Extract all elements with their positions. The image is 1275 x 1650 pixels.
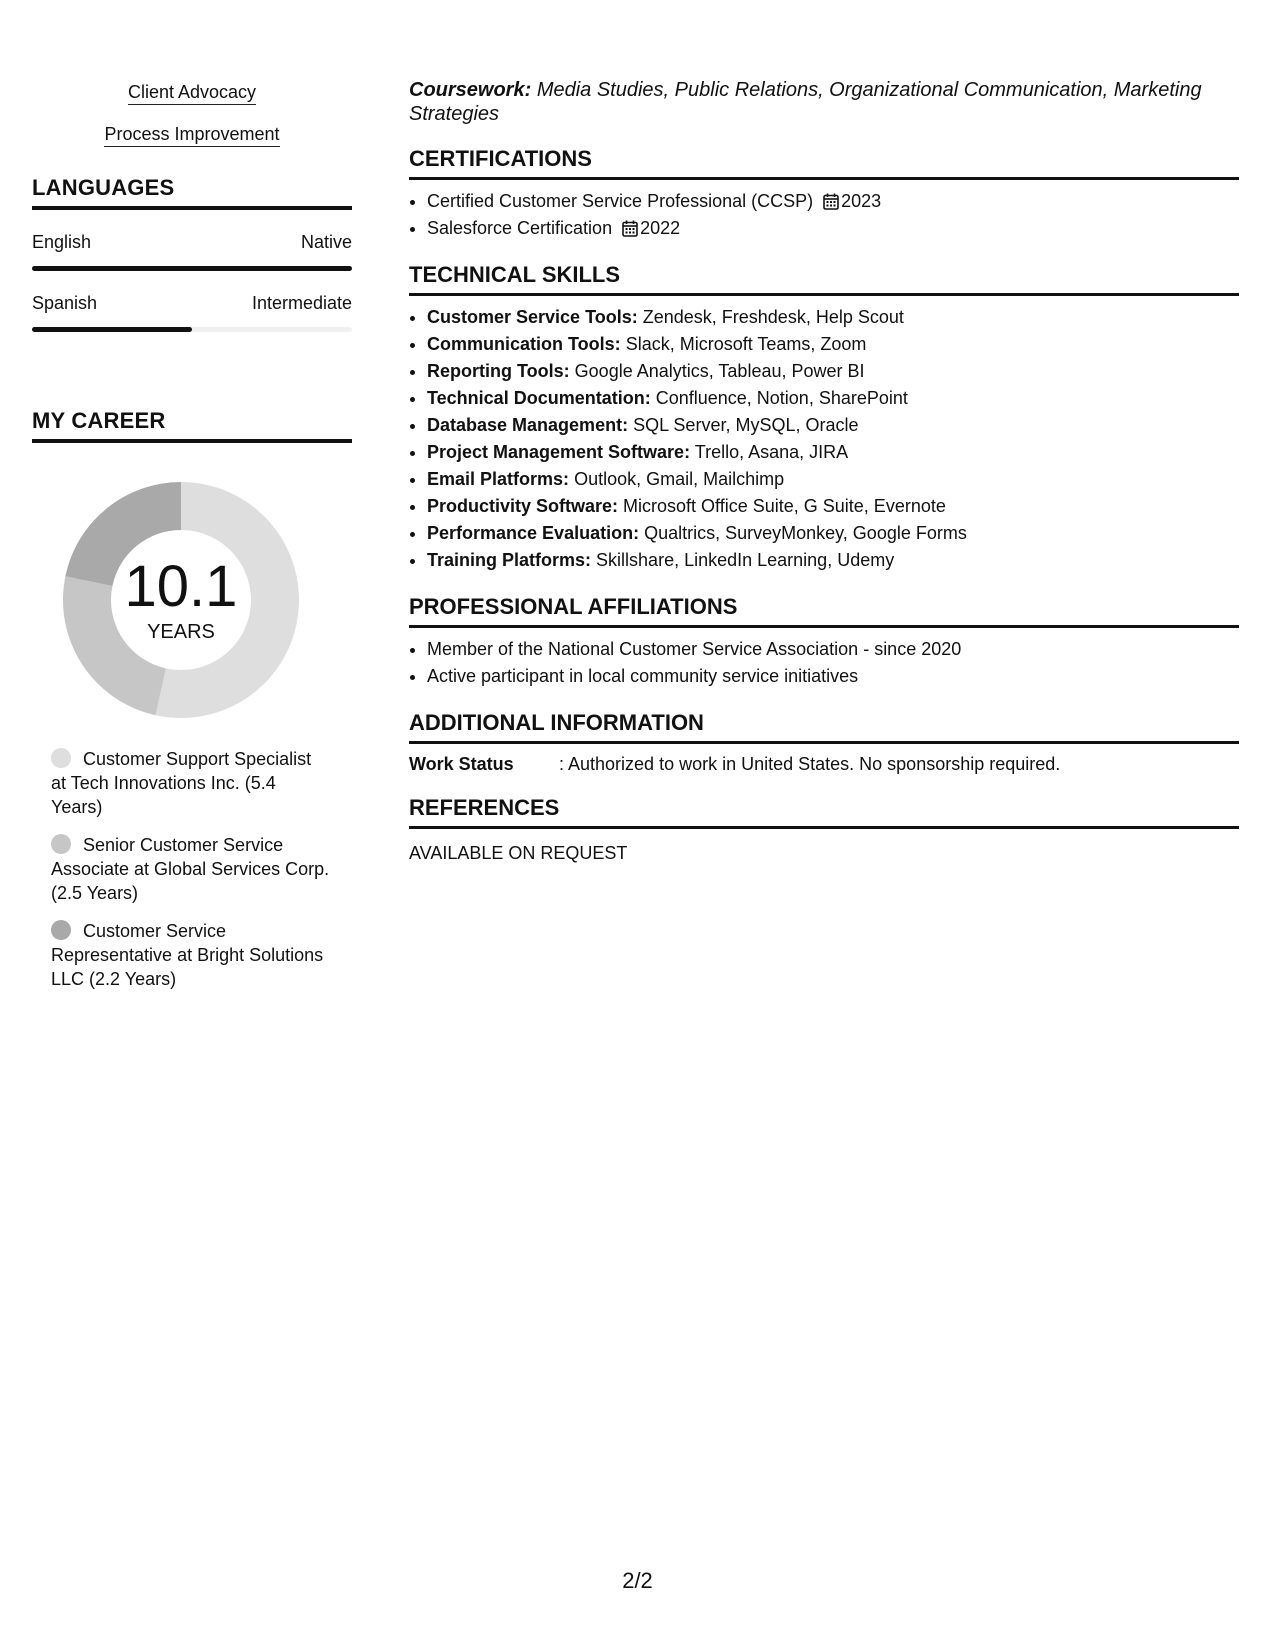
language-bar — [32, 266, 352, 271]
list-item: • Performance Evaluation: Qualtrics, SurveyMonkey, Google Forms — [427, 520, 1239, 547]
references-heading: REFERENCES — [409, 795, 1239, 829]
affiliations-list — [409, 636, 1239, 690]
legend-dot-icon — [51, 834, 71, 854]
language-item — [32, 232, 352, 271]
list-item: • Member of the National Customer Service Association - since 2020 — [427, 636, 1239, 663]
list-item: • Project Management Software: Trello, Asana, JIRA — [427, 439, 1239, 466]
career-total-unit: YEARS — [147, 621, 215, 643]
calendar-icon — [823, 193, 839, 210]
career-legend — [51, 747, 331, 991]
list-item: • Reporting Tools: Google Analytics, Tableau, Power BI — [427, 358, 1239, 385]
languages-heading: LANGUAGES — [32, 175, 352, 210]
language-name: English — [32, 232, 92, 252]
list-item: • Customer Service Tools: Zendesk, Freshdesk, Help Scout — [427, 304, 1239, 331]
language-level: Intermediate — [251, 293, 352, 313]
work-status-value: : Authorized to work in United States. No sponsorship required. — [559, 754, 1061, 774]
references-text: AVAILABLE ON REQUEST — [409, 843, 628, 863]
left-column — [32, 82, 352, 1005]
affiliations-heading: PROFESSIONAL AFFILIATIONS — [409, 594, 1239, 628]
list-item: • Certified Customer Service Professional (CCSP) 2023 — [427, 188, 1239, 215]
language-bar-fill — [32, 266, 352, 271]
list-item: • Active participant in local community service initiatives — [427, 663, 1239, 690]
page-number: 2/2 — [622, 1568, 653, 1593]
list-item: • Technical Documentation: Confluence, Notion, SharePoint — [427, 385, 1239, 412]
certifications-list — [409, 188, 1239, 242]
skill-tag: Process Improvement — [32, 124, 352, 145]
list-item: • Training Platforms: Skillshare, LinkedIn Learning, Udemy — [427, 547, 1239, 574]
career-total-value: 10.1 — [124, 554, 238, 619]
list-item: • Salesforce Certification 2022 — [427, 215, 1239, 242]
coursework: Coursework: Media Studies, Public Relations, Organizational Communication, Marketing Strategies — [409, 79, 1202, 125]
career-total — [56, 554, 306, 644]
career-heading: MY CAREER — [32, 408, 352, 443]
legend-dot-icon — [51, 920, 71, 940]
language-item — [32, 293, 352, 332]
additional-info-heading: ADDITIONAL INFORMATION — [409, 710, 1239, 744]
list-item: • Communication Tools: Slack, Microsoft Teams, Zoom — [427, 331, 1239, 358]
language-name: Spanish — [32, 293, 98, 313]
career-donut — [56, 475, 306, 725]
language-level: Native — [300, 232, 352, 252]
certifications-heading: CERTIFICATIONS — [409, 146, 1239, 180]
list-item: • Email Platforms: Outlook, Gmail, Mailchimp — [427, 466, 1239, 493]
technical-skills-list — [409, 304, 1239, 574]
career-legend-item: Customer Service Representative at Bright Solutions LLC (2.2 Years) — [51, 921, 324, 989]
skill-tag: Client Advocacy — [32, 82, 352, 103]
language-bar-fill — [32, 327, 192, 332]
language-bar — [32, 327, 352, 332]
list-item: • Productivity Software: Microsoft Office Suite, G Suite, Evernote — [427, 493, 1239, 520]
career-legend-item: Senior Customer Service Associate at Global Services Corp. (2.5 Years) — [51, 835, 330, 903]
legend-dot-icon — [51, 748, 71, 768]
list-item: • Database Management: SQL Server, MySQL, Oracle — [427, 412, 1239, 439]
work-status-label: Work Status — [409, 754, 514, 774]
calendar-icon — [622, 220, 638, 237]
work-status — [409, 754, 1239, 775]
technical-skills-heading: TECHNICAL SKILLS — [409, 262, 1239, 296]
right-column — [409, 78, 1239, 864]
career-legend-item: Customer Support Specialist at Tech Innovations Inc. (5.4 Years) — [51, 749, 312, 817]
